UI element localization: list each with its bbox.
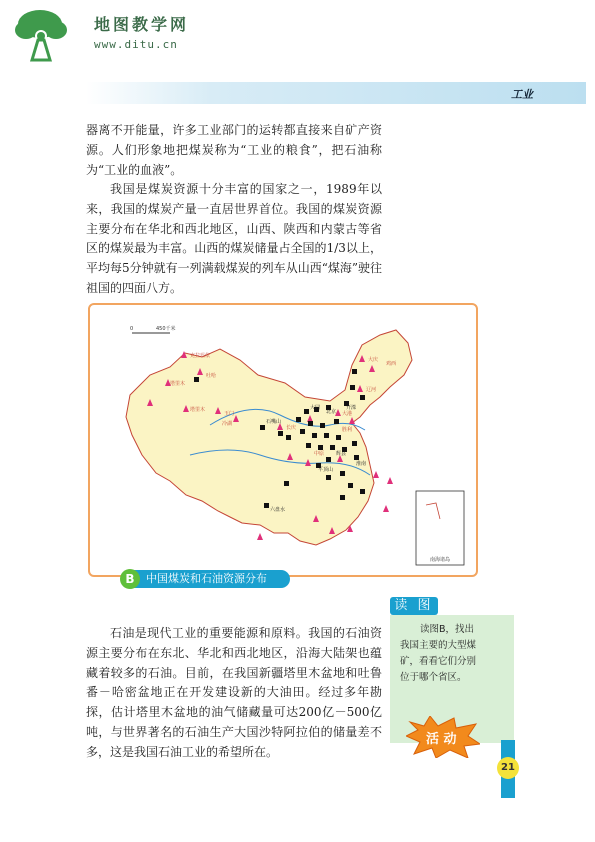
coal-marker: [326, 457, 331, 462]
map-caption: [122, 570, 290, 588]
place-label: 塔里木: [170, 381, 186, 387]
site-url[interactable]: www.ditu.cn: [94, 38, 178, 51]
read-map-note: 读图B，找出我国主要的大型煤矿，看看它们分别位于哪个省区。: [400, 624, 477, 683]
coal-marker: [340, 495, 345, 500]
oil-marker: [373, 471, 379, 478]
place-label: 大庆: [368, 357, 379, 363]
inset-label: 南海诸岛: [430, 557, 451, 563]
place-label: 克拉玛依: [190, 353, 211, 359]
place-label: 中原: [314, 451, 325, 457]
coal-marker: [308, 421, 313, 426]
tree-logo-icon: [10, 6, 90, 62]
place-label: 石嘴山: [266, 419, 282, 425]
page-number: 21: [497, 757, 519, 779]
place-label: 冷湖: [222, 421, 233, 427]
coal-marker: [330, 445, 335, 450]
place-label: 辽河: [366, 387, 377, 393]
place-label: 玉门: [224, 411, 235, 417]
place-label: 鸡西: [386, 361, 397, 367]
coal-marker: [352, 369, 357, 374]
coal-marker: [326, 475, 331, 480]
place-label: 吐哈: [206, 373, 217, 379]
oil-marker: [387, 477, 393, 484]
place-label: 胜利: [342, 427, 353, 433]
scale-label: 450千米: [156, 326, 176, 332]
paragraph-oil-resources: 石油是现代工业的重要能源和原料。我国的石油资源主要分布在东北、华北和西北地区，沿海大陆架也蕴藏着较多的石油。目前，在我国新疆塔里木盆地和吐鲁番－哈密盆地正在开发建设新的大油田。经过多年勘探，估计塔里木盆地的油气储藏量可达200亿－500亿吨，与世界著名的石油生产大国沙特阿拉伯的储量差不多，这是我国石油工业的希望所在。: [86, 626, 382, 759]
place-label: 淮南: [356, 461, 367, 467]
scale-zero: 0: [130, 326, 134, 332]
caption-text: 中国煤炭和石油资源分布: [146, 572, 267, 585]
coal-marker: [194, 377, 199, 382]
read-map-label: 读 图: [390, 597, 438, 615]
place-label: 六盘水: [270, 507, 286, 513]
starburst-icon: [406, 716, 480, 758]
place-label: 大同: [310, 405, 321, 411]
coal-marker: [296, 417, 301, 422]
coal-marker: [260, 425, 265, 430]
coal-marker: [360, 395, 365, 400]
paragraph-coal-intro: 器离不开能量，许多工业部门的运转都直接来自矿产资源。人们形象地把煤炭称为“工业的粮食”，把石油称为“工业的血液”。: [86, 123, 382, 177]
coal-marker: [350, 385, 355, 390]
activity-label: 活 动: [426, 732, 457, 747]
coal-marker: [336, 435, 341, 440]
coal-marker: [354, 455, 359, 460]
south-china-sea-inset: [416, 491, 464, 565]
coal-marker: [300, 429, 305, 434]
coal-marker: [306, 443, 311, 448]
site-name: 地图教学网: [94, 15, 190, 34]
paragraph-coal-resources: 我国是煤炭资源十分丰富的国家之一，1989年以来，我国的煤炭产量一直居世界首位。我国的煤炭资源主要分布在华北和西北地区，山西、陕西和内蒙古等省区的煤炭最为丰富。山西的煤炭储量占全国的1/3以上，平均每5分钟就有一列满载煤炭的列车从山西“煤海”驶往祖国的四面八方。: [86, 182, 382, 295]
china-resource-map: [90, 305, 476, 575]
coal-marker: [360, 489, 365, 494]
place-label: 平顶山: [318, 467, 334, 473]
oil-marker: [383, 505, 389, 512]
caption-badge: B: [120, 569, 140, 589]
activity-burst: [406, 716, 480, 758]
coal-marker: [352, 441, 357, 446]
coal-marker: [312, 433, 317, 438]
place-label: 长庆: [286, 425, 297, 431]
coal-marker: [284, 481, 289, 486]
coal-marker: [318, 445, 323, 450]
place-label: 辉县: [336, 451, 347, 457]
place-label: 开滦: [346, 405, 357, 411]
coal-marker: [278, 431, 283, 436]
coal-marker: [264, 503, 269, 508]
chapter-title: 工业: [511, 88, 533, 101]
site-logo: [10, 6, 210, 62]
coal-marker: [324, 433, 329, 438]
place-label: 北京: [326, 409, 337, 415]
map-figure: [88, 303, 478, 577]
coal-marker: [348, 483, 353, 488]
oil-marker: [257, 533, 263, 540]
coal-marker: [286, 435, 291, 440]
coal-marker: [334, 419, 339, 424]
coal-marker: [340, 471, 345, 476]
coal-marker: [304, 409, 309, 414]
coal-marker: [320, 423, 325, 428]
place-label: 塔里木: [190, 407, 206, 413]
place-label: 大港: [342, 411, 353, 417]
